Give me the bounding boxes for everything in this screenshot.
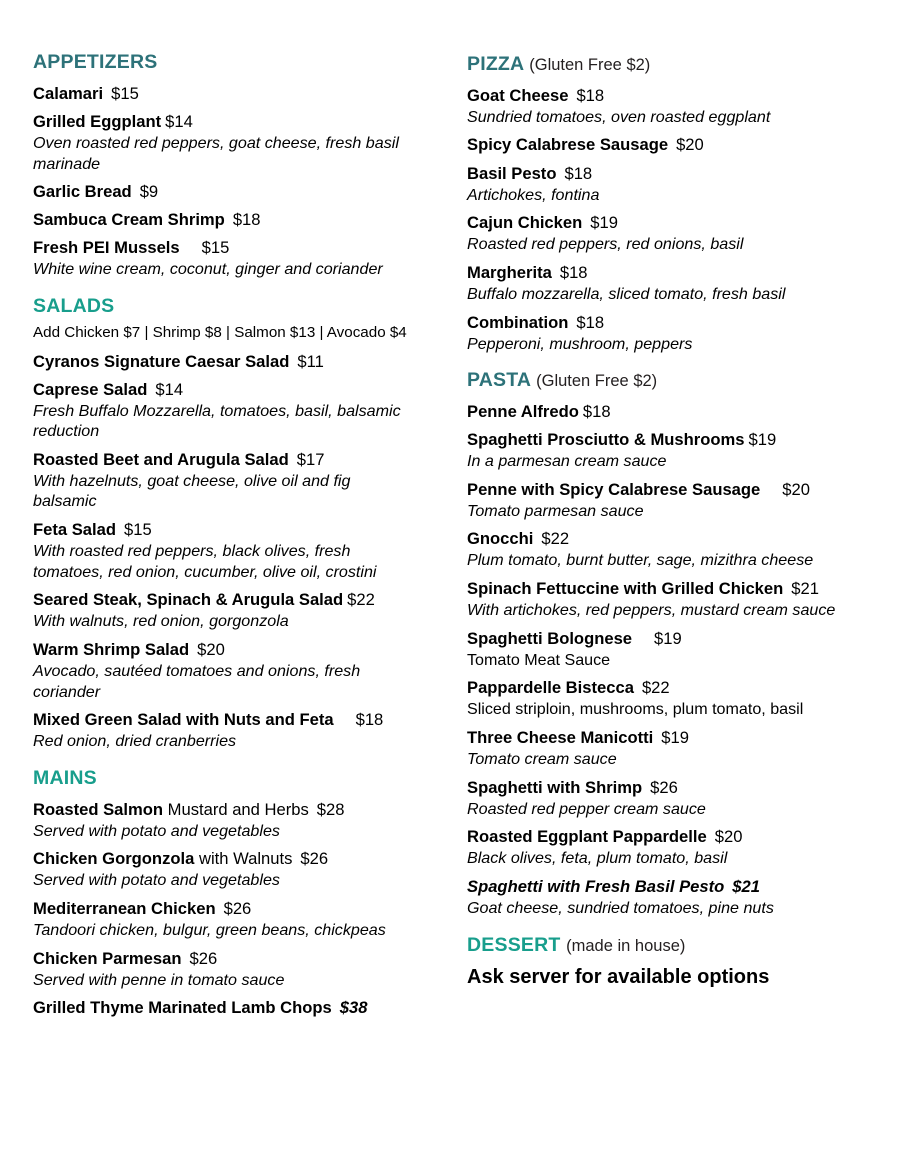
menu-item bbox=[33, 848, 437, 891]
menu-item-description: Served with potato and vegetables bbox=[33, 821, 280, 840]
menu-item-description: Tomato parmesan sauce bbox=[467, 501, 644, 520]
menu-item-name: Goat Cheese bbox=[467, 85, 569, 105]
section-subnote-salads: Add Chicken $7 | Shrimp $8 | Salmon $13 | Avocado $4 bbox=[33, 323, 407, 341]
menu-item-line bbox=[467, 134, 859, 155]
menu-item bbox=[33, 83, 437, 104]
menu-item-line bbox=[467, 85, 859, 106]
menu-item-description: Tomato Meat Sauce bbox=[467, 650, 611, 669]
menu-item-line bbox=[33, 799, 415, 820]
section-heading-note: (Gluten Free $2) bbox=[536, 372, 658, 391]
menu-item-name: Cyranos Signature Caesar Salad bbox=[33, 351, 290, 371]
menu-item bbox=[33, 709, 437, 752]
menu-item-name: Three Cheese Manicotti bbox=[467, 728, 654, 747]
menu-item bbox=[33, 589, 437, 632]
menu-item-name: Calamari bbox=[33, 83, 104, 103]
menu-item-line bbox=[467, 479, 859, 500]
section-heading-title: PASTA bbox=[467, 369, 531, 392]
menu-item-price: $26 bbox=[189, 948, 218, 968]
menu-item-price: $17 bbox=[296, 449, 325, 469]
menu-section-dessert bbox=[467, 935, 882, 991]
menu-item-name: Warm Shrimp Salad bbox=[33, 639, 190, 659]
menu-item-price: $22 bbox=[541, 529, 570, 549]
menu-item bbox=[467, 677, 882, 720]
menu-item bbox=[467, 826, 882, 869]
menu-item-price: $20 bbox=[197, 639, 225, 659]
menu-item-line bbox=[33, 449, 415, 470]
menu-item-qualifier: with Walnuts bbox=[198, 849, 293, 869]
menu-item-price: $18 bbox=[355, 710, 384, 730]
section-heading-note: (made in house) bbox=[566, 936, 686, 955]
menu-item-line bbox=[467, 578, 859, 599]
menu-item-price: $18 bbox=[582, 402, 611, 421]
menu-item-price: $28 bbox=[316, 799, 345, 819]
menu-item-line bbox=[467, 528, 859, 549]
menu-item-line bbox=[467, 727, 859, 748]
menu-item-line bbox=[33, 997, 415, 1018]
menu-item-line bbox=[467, 163, 859, 184]
menu-item-price: $19 bbox=[654, 628, 682, 648]
section-heading-mains bbox=[33, 768, 437, 790]
menu-item-description: Plum tomato, burnt butter, sage, mizithra cheese bbox=[467, 551, 814, 570]
menu-item-line bbox=[467, 212, 859, 233]
menu-item-price: $18 bbox=[576, 312, 605, 332]
menu-item-price: $14 bbox=[155, 379, 184, 399]
menu-item-description: Artichokes, fontina bbox=[467, 185, 600, 204]
menu-item bbox=[467, 312, 882, 355]
menu-item-description: Fresh Buffalo Mozzarella, tomatoes, basil, balsamic reduction bbox=[33, 401, 401, 441]
menu-item bbox=[467, 401, 882, 422]
menu-item-price: $9 bbox=[139, 182, 159, 202]
menu-item-line bbox=[33, 519, 415, 540]
menu-item bbox=[33, 898, 437, 941]
menu-item-name: Pappardelle Bistecca bbox=[467, 678, 634, 698]
menu-section-salads bbox=[33, 296, 437, 752]
menu-item-line bbox=[33, 898, 415, 919]
menu-item bbox=[33, 997, 437, 1018]
menu-item-name: Seared Steak, Spinach & Arugula Salad bbox=[33, 590, 344, 610]
menu-item-description: White wine cream, coconut, ginger and coriander bbox=[33, 260, 383, 279]
menu-item-description: Served with penne in tomato sauce bbox=[33, 970, 285, 989]
menu-item-price: $20 bbox=[676, 135, 704, 155]
section-heading-title: MAINS bbox=[33, 766, 97, 789]
menu-item-description: Red onion, dried cranberries bbox=[33, 732, 237, 751]
menu-item bbox=[467, 727, 882, 770]
menu-item bbox=[33, 237, 437, 280]
menu-item-price: $19 bbox=[748, 430, 777, 450]
menu-item-line bbox=[33, 639, 415, 660]
section-heading-pasta bbox=[467, 370, 882, 392]
menu-item-line bbox=[33, 181, 415, 202]
menu-item-name: Grilled Eggplant bbox=[33, 111, 162, 131]
menu-item-price: $18 bbox=[559, 262, 588, 282]
menu-item-line bbox=[467, 777, 859, 798]
menu-item-line bbox=[467, 429, 859, 450]
menu-item-description: Tomato cream sauce bbox=[467, 750, 617, 769]
menu-item-price: $20 bbox=[782, 479, 810, 499]
menu-item-price: $22 bbox=[641, 678, 670, 698]
menu-item bbox=[467, 628, 882, 671]
menu-item bbox=[33, 948, 437, 991]
menu-column-right bbox=[453, 52, 882, 990]
menu-item bbox=[33, 111, 437, 174]
menu-item-name: Mediterranean Chicken bbox=[33, 899, 216, 919]
menu-item-name: Spaghetti Prosciutto & Mushrooms bbox=[467, 430, 745, 450]
menu-item-line bbox=[33, 379, 415, 400]
menu-item-line bbox=[33, 589, 415, 610]
menu-item-line bbox=[33, 237, 415, 258]
menu-item-price: $15 bbox=[124, 520, 152, 540]
section-heading-title: SALADS bbox=[33, 294, 115, 317]
menu-item-description: With roasted red peppers, black olives, fresh tomatoes, red onion, cucumber, olive oil, crostini bbox=[33, 542, 377, 581]
menu-item-line bbox=[33, 111, 415, 132]
menu-item-qualifier: Mustard and Herbs bbox=[167, 799, 309, 819]
menu-item-price: $38 bbox=[339, 998, 368, 1018]
menu-item-name: Sambuca Cream Shrimp bbox=[33, 210, 225, 230]
menu-item bbox=[467, 777, 882, 820]
section-heading-appetizers bbox=[33, 52, 437, 74]
menu-item-name: Fresh PEI Mussels bbox=[33, 238, 180, 258]
menu-item-price: $18 bbox=[232, 210, 261, 230]
menu-item bbox=[33, 181, 437, 202]
menu-item bbox=[33, 351, 437, 372]
menu-item-name: Penne with Spicy Calabrese Sausage bbox=[467, 479, 761, 499]
menu-item-line bbox=[467, 262, 859, 283]
menu-item-name: Grilled Thyme Marinated Lamb Chops bbox=[33, 998, 332, 1018]
menu-section-mains bbox=[33, 768, 437, 1019]
menu-item-price: $22 bbox=[347, 590, 375, 610]
menu-item-price: $20 bbox=[714, 827, 743, 847]
menu-item-line bbox=[33, 948, 415, 969]
menu-item-description: Black olives, feta, plum tomato, basil bbox=[467, 849, 728, 868]
menu-item-name: Margherita bbox=[467, 262, 552, 282]
menu-item-description: Pepperoni, mushroom, peppers bbox=[467, 334, 693, 353]
menu-item-name: Roasted Salmon bbox=[33, 799, 164, 819]
section-heading-salads bbox=[33, 296, 437, 318]
menu-item-price: $18 bbox=[576, 85, 605, 105]
menu-item-name: Roasted Eggplant Pappardelle bbox=[467, 827, 707, 847]
menu-item-name: Spaghetti with Shrimp bbox=[467, 777, 643, 797]
menu-item-line bbox=[467, 312, 859, 333]
menu-item-description: With walnuts, red onion, gorgonzola bbox=[33, 612, 289, 631]
menu-item-name: Spaghetti Bolognese bbox=[467, 628, 633, 648]
menu-item-name: Spaghetti with Fresh Basil Pesto bbox=[467, 876, 725, 896]
menu-item-description: Avocado, sautéed tomatoes and onions, fresh coriander bbox=[33, 662, 361, 701]
section-heading-note: (Gluten Free $2) bbox=[529, 56, 651, 74]
menu-item-description: Sundried tomatoes, oven roasted eggplant bbox=[467, 107, 771, 126]
menu-item-price: $15 bbox=[201, 238, 230, 258]
menu-item bbox=[33, 519, 437, 582]
menu-item-price: $14 bbox=[165, 111, 193, 131]
menu-item-name: Spinach Fettuccine with Grilled Chicken bbox=[467, 579, 784, 599]
menu-item-description: Served with potato and vegetables bbox=[33, 871, 280, 890]
menu-item-description: Buffalo mozzarella, sliced tomato, fresh basil bbox=[467, 284, 786, 303]
menu-item bbox=[467, 578, 882, 621]
menu-item-name: Feta Salad bbox=[33, 520, 117, 540]
menu-item-description: In a parmesan cream sauce bbox=[467, 452, 667, 471]
menu-item-line bbox=[33, 209, 415, 230]
menu-item-line bbox=[33, 83, 415, 104]
menu-item bbox=[467, 429, 882, 472]
menu-item-price: $19 bbox=[661, 728, 689, 747]
menu-item bbox=[33, 449, 437, 512]
menu-item bbox=[467, 212, 882, 255]
menu-item-name: Mixed Green Salad with Nuts and Feta bbox=[33, 710, 334, 730]
menu-item-price: $26 bbox=[223, 899, 252, 919]
menu-item-line bbox=[33, 351, 415, 372]
menu-item bbox=[467, 876, 882, 919]
menu-item-description: Roasted red peppers, red onions, basil bbox=[467, 235, 744, 254]
menu-item bbox=[33, 799, 437, 842]
menu-item-price: $11 bbox=[297, 351, 324, 371]
menu-item-line bbox=[33, 709, 415, 730]
section-heading-title: DESSERT bbox=[467, 933, 561, 956]
menu-section-pasta bbox=[467, 370, 882, 918]
section-heading-title: PIZZA bbox=[467, 53, 524, 75]
menu-item-name: Garlic Bread bbox=[33, 182, 132, 202]
menu-item-line bbox=[467, 677, 859, 698]
menu-item-name: Gnocchi bbox=[467, 529, 534, 549]
section-heading-dessert bbox=[467, 935, 882, 957]
menu-item-description: Oven roasted red peppers, goat cheese, fresh basil marinade bbox=[33, 133, 399, 173]
menu-item-description: Goat cheese, sundried tomatoes, pine nuts bbox=[467, 899, 774, 918]
menu-item bbox=[33, 379, 437, 442]
menu-item-name: Roasted Beet and Arugula Salad bbox=[33, 449, 289, 469]
menu-item-price: $26 bbox=[300, 849, 329, 869]
menu-item-name: Chicken Gorgonzola bbox=[33, 849, 195, 869]
menu-item bbox=[33, 639, 437, 702]
menu-item bbox=[33, 209, 437, 230]
menu-item bbox=[467, 262, 882, 305]
menu-item-description: Roasted red pepper cream sauce bbox=[467, 799, 706, 818]
menu-item bbox=[467, 134, 882, 155]
menu-item-price: $18 bbox=[564, 163, 593, 183]
menu-item bbox=[467, 479, 882, 522]
menu-item-name: Caprese Salad bbox=[33, 379, 148, 399]
menu-item-name: Penne Alfredo bbox=[467, 402, 579, 421]
menu-item-description: Tandoori chicken, bulgur, green beans, chickpeas bbox=[33, 921, 386, 940]
menu-section-pizza bbox=[467, 54, 882, 354]
menu-item-price: $21 bbox=[791, 579, 819, 599]
menu-column-left bbox=[33, 52, 453, 1025]
menu-item bbox=[467, 163, 882, 206]
menu-item-name: Spicy Calabrese Sausage bbox=[467, 135, 669, 155]
menu-item-description: Sliced striploin, mushrooms, plum tomato, basil bbox=[467, 700, 804, 719]
menu-item-line bbox=[467, 826, 859, 847]
menu-item-price: $26 bbox=[650, 777, 678, 797]
menu-item-line bbox=[467, 628, 859, 649]
menu-item-name: Basil Pesto bbox=[467, 163, 557, 183]
menu-item-line bbox=[467, 401, 859, 422]
section-heading-pizza bbox=[467, 54, 882, 76]
menu-item-line bbox=[467, 876, 859, 897]
menu-item-name: Chicken Parmesan bbox=[33, 948, 182, 968]
menu-item-description: With artichokes, red peppers, mustard cream sauce bbox=[467, 601, 836, 620]
menu-item-price: $15 bbox=[111, 83, 139, 103]
section-heading-title: APPETIZERS bbox=[33, 51, 158, 73]
menu-item-line bbox=[33, 848, 415, 869]
menu-section-appetizers bbox=[33, 52, 437, 280]
dessert-tagline: Ask server for available options bbox=[467, 966, 770, 989]
menu-item-name: Cajun Chicken bbox=[467, 213, 583, 233]
menu-item-description: With hazelnuts, goat cheese, olive oil and fig balsamic bbox=[33, 471, 351, 511]
menu-item bbox=[467, 528, 882, 571]
menu-item-name: Combination bbox=[467, 312, 569, 332]
menu-item-price: $19 bbox=[590, 213, 618, 233]
menu-item bbox=[467, 85, 882, 128]
menu-item-price: $21 bbox=[732, 876, 760, 896]
